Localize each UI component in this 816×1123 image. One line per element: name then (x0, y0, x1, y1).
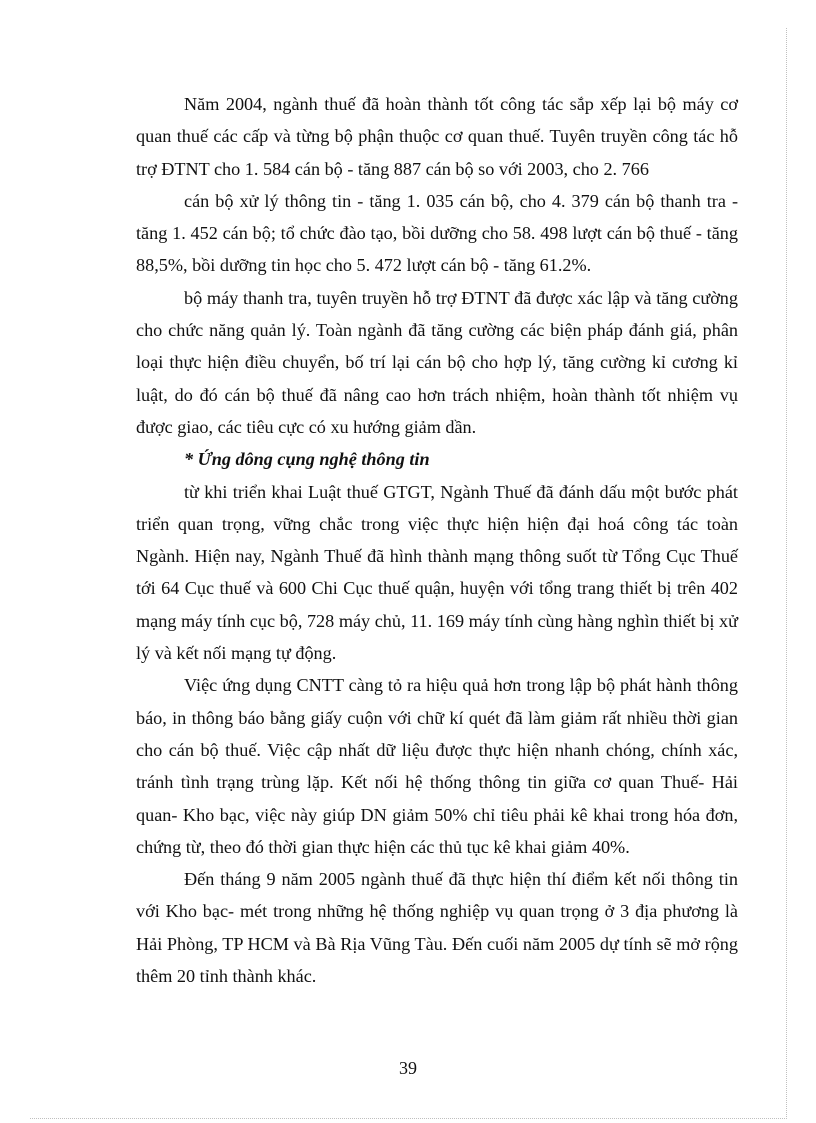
paragraph-5: Việc ứng dụng CNTT càng tỏ ra hiệu quả hơn trong lập bộ phát hành thông báo, in thông báo bằng giấy cuộn với chữ kí quét đã làm giảm rất nhiều thời gian cho cán bộ thuế. Việc cập nhất dữ liệu được thực hiện nhanh chóng, chính xác, tránh tình trạng trùng lặp. Kết nối hệ thống thông tin giữa cơ quan Thuế- Hải quan- Kho bạc, việc này giúp DN giảm 50% chỉ tiêu phải kê khai trong hóa đơn, chứng từ, theo đó thời gian thực hiện các thủ tục kê khai giảm 40%. (136, 675, 738, 857)
paragraph-6: Đến tháng 9 năm 2005 ngành thuế đã thực hiện thí điểm kết nối thông tin với Kho bạc- mét trong những hệ thống nghiệp vụ quan trọng ở 3 địa phương là Hải Phòng, TP HCM và Bà Rịa Vũng Tàu. Đến cuối năm 2005 dự tính sẽ mở rộng thêm 20 tỉnh thành khác. (136, 869, 738, 987)
section-heading: * Ứng dông cụng nghệ thông tin (184, 449, 430, 470)
paragraph-1: Năm 2004, ngành thuế đã hoàn thành tốt công tác sắp xếp lại bộ máy cơ quan thuế các cấp và từng bộ phận thuộc cơ quan thuế. Tuyên truyền công tác hỗ trợ ĐTNT cho 1. 584 cán bộ - tăng 887 cán bộ so với 2003, cho 2. 766 (136, 94, 738, 179)
paragraph-2: cán bộ xử lý thông tin - tăng 1. 035 cán bộ, cho 4. 379 cán bộ thanh tra - tăng 1. 452 cán bộ; tổ chức đào tạo, bồi dưỡng cho 58. 498 lượt cán bộ thuế - tăng 88,5%, bồi dưỡng tin học cho 5. 472 lượt cán bộ - tăng 61.2%. (136, 190, 738, 276)
paragraph-4: từ khi triển khai Luật thuế GTGT, Ngành Thuế đã đánh dấu một bước phát triển quan trọng, vững chắc trong việc thực hiện hiện đại hoá công tác toàn Ngành. Hiện nay, Ngành Thuế đã hình thành mạng thông suốt từ Tổng Cục Thuế tới 64 Cục thuế và 600 Chi Cục thuế quận, huyện với tổng trang thiết bị trên 402 mạng máy tính cục bộ, 728 máy chủ, 11. 169 máy tính cùng hàng nghìn thiết bị xử lý và kết nối mạng tự động. (136, 481, 738, 664)
page-number: 39 (399, 1058, 417, 1078)
document-body (136, 88, 738, 992)
paragraph-3: bộ máy thanh tra, tuyên truyền hỗ trợ ĐTNT đã được xác lập và tăng cường cho chức năng quản lý. Toàn ngành đã tăng cường các biện pháp đánh giá, phân loại thực hiện điều chuyển, bố trí lại cán bộ cho hợp lý, tăng cường kỉ cương kỉ luật, do đó cán bộ thuế đã nâng cao hơn trách nhiệm, hoàn thành tốt nhiệm vụ được giao, các tiêu cực có xu hướng giảm dần. (136, 287, 738, 437)
